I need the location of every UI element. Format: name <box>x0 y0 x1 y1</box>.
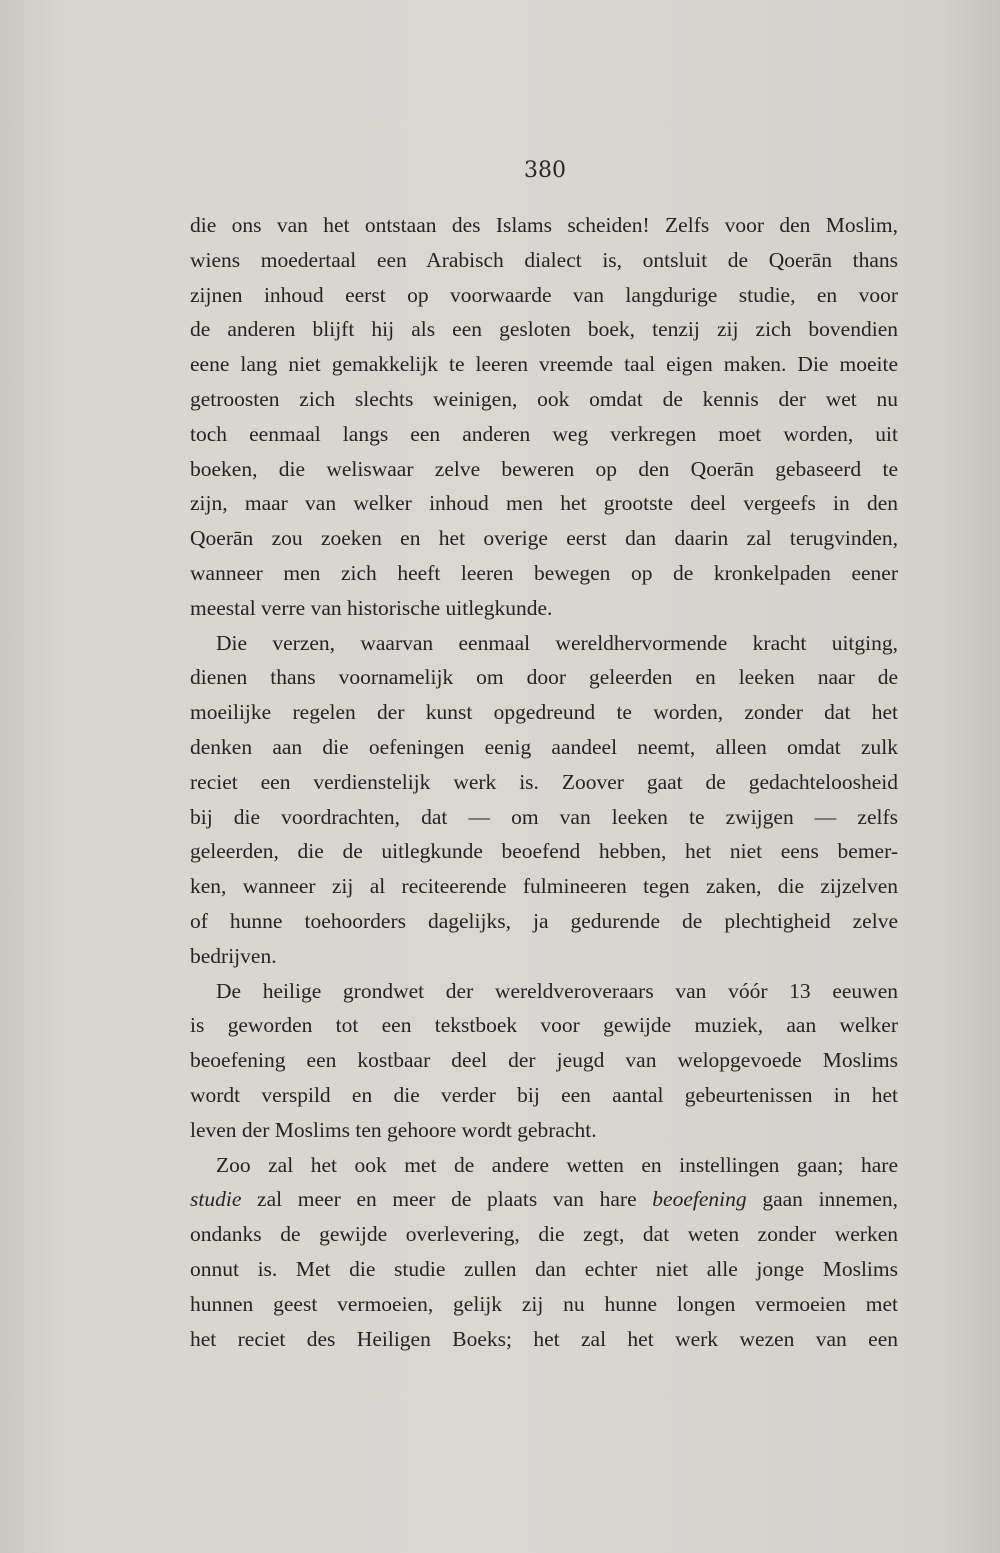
text-line: het reciet des Heiligen Boeks; het zal het werk wezen van een <box>190 1326 898 1351</box>
text-line: Zoo zal het ook met de andere wetten en instellingen gaan; hare <box>216 1152 898 1177</box>
text-line: moeilijke regelen der kunst opgedreund te worden, zonder dat het <box>190 700 898 725</box>
emphasis-beoefening: beoefening <box>652 1187 747 1212</box>
text-line: ken, wanneer zij al reciteerende fulmineeren tegen zaken, die zijzelven <box>190 874 898 899</box>
text-line: geleerden, die de uitlegkunde beoefend hebben, het niet eens bemer- <box>190 839 898 864</box>
text-line: bij die voordrachten, dat — om van leeken te zwijgen — zelfs <box>190 804 898 829</box>
text-line: Qoerān zou zoeken en het overige eerst dan daarin zal terugvinden, <box>190 526 898 551</box>
text-line: meestal verre van historische uitlegkunde. <box>190 595 553 620</box>
body-text <box>190 208 898 1356</box>
text-line: de anderen blijft hij als een gesloten boek, tenzij zij zich bovendien <box>190 317 898 342</box>
paragraph-1 <box>190 208 898 626</box>
text-line: die ons van het ontstaan des Islams scheiden! Zelfs voor den Moslim, <box>190 213 898 237</box>
text-segment: gaan innemen, <box>762 1187 898 1212</box>
text-segment: zal meer en meer de plaats van hare <box>257 1187 637 1212</box>
text-line: wanneer men zich heeft leeren bewegen op de kronkelpaden eener <box>190 560 898 585</box>
text-line: eene lang niet gemakkelijk te leeren vreemde taal eigen maken. Die moeite <box>190 352 898 377</box>
text-line: ondanks de gewijde overlevering, die zegt, dat weten zonder werken <box>190 1222 898 1247</box>
text-line: dienen thans voornamelijk om door geleerden en leeken naar de <box>190 665 898 690</box>
text-line: zijnen inhoud eerst op voorwaarde van langdurige studie, en voor <box>190 282 898 307</box>
text-line: getroosten zich slechts weinigen, ook omdat de kennis der wet nu <box>190 386 898 411</box>
paragraph-2 <box>190 626 898 974</box>
text-line: hunnen geest vermoeien, gelijk zij nu hunne longen vermoeien met <box>190 1291 898 1316</box>
text-line: toch eenmaal langs een anderen weg verkregen moet worden, uit <box>190 421 898 446</box>
text-line: denken aan die oefeningen eenig aandeel neemt, alleen omdat zulk <box>190 734 898 759</box>
page-number: 380 <box>524 158 566 183</box>
text-line: bedrijven. <box>190 943 277 968</box>
text-line: De heilige grondwet der wereldveroveraars van vóór 13 eeuwen <box>216 978 898 1003</box>
emphasis-studie: studie <box>190 1187 242 1212</box>
text-line: reciet een verdienstelijk werk is. Zoover gaat de gedachteloosheid <box>190 769 898 794</box>
text-line: beoefening een kostbaar deel der jeugd van welopgevoede Moslims <box>190 1048 898 1073</box>
text-line: boeken, die weliswaar zelve beweren op den Qoerān gebaseerd te <box>190 456 898 481</box>
text-line: wiens moedertaal een Arabisch dialect is, ontsluit de Qoerān thans <box>190 247 898 272</box>
text-line: Die verzen, waarvan eenmaal wereldhervormende kracht uitging, <box>216 630 898 655</box>
text-line: wordt verspild en die verder bij een aantal gebeurtenissen in het <box>190 1082 898 1107</box>
text-line: leven der Moslims ten gehoore wordt gebracht. <box>190 1117 597 1142</box>
text-line: of hunne toehoorders dagelijks, ja gedurende de plechtigheid zelve <box>190 908 898 933</box>
text-line: is geworden tot een tekstboek voor gewijde muziek, aan welker <box>190 1013 898 1038</box>
paragraph-4 <box>190 1148 898 1357</box>
paragraph-3 <box>190 974 898 1148</box>
text-line: onnut is. Met die studie zullen dan echter niet alle jonge Moslims <box>190 1256 898 1281</box>
text-line-with-emphasis <box>190 1182 898 1217</box>
text-line: zijn, maar van welker inhoud men het grootste deel vergeefs in den <box>190 491 898 516</box>
